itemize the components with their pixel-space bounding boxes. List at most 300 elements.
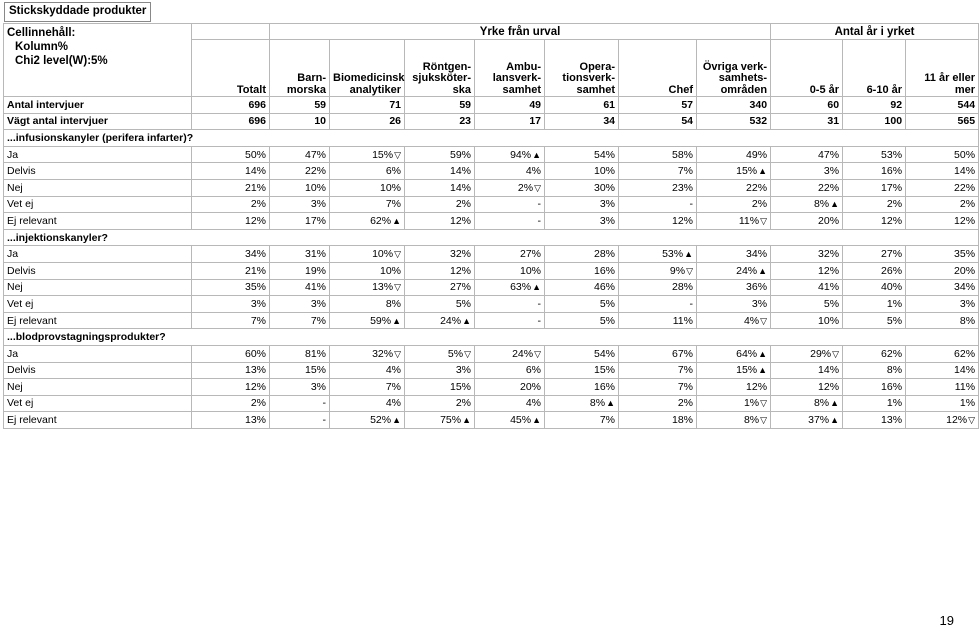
count-cell: 23: [405, 113, 475, 130]
count-cell: 59: [270, 97, 330, 114]
table-row: [4, 97, 979, 114]
value-cell: [475, 362, 545, 379]
value-cell: [545, 395, 619, 412]
significance-down-icon: ▽: [968, 415, 976, 426]
cell-value: 94%: [510, 148, 532, 161]
cell-value: 9%: [669, 264, 686, 277]
value-cell: [330, 179, 405, 196]
count-cell: 532: [697, 113, 771, 130]
cell-value: 12%: [244, 214, 266, 227]
value-cell: [475, 412, 545, 429]
significance-up-icon: ▲: [758, 365, 768, 376]
significance-up-icon: ▲: [758, 166, 768, 177]
significance-up-icon: ▲: [758, 348, 768, 359]
cell-value: 32%: [449, 248, 471, 261]
value-cell: [697, 213, 771, 230]
value-cell: [192, 163, 270, 180]
value-cell: [843, 262, 906, 279]
cell-value: 3%: [751, 297, 768, 310]
cell-value: 62%: [954, 347, 976, 360]
value-cell: [545, 196, 619, 213]
cell-value: 3%: [250, 297, 266, 310]
value-cell: [697, 379, 771, 396]
cell-value: 23%: [671, 181, 693, 194]
value-cell: [906, 246, 979, 263]
cell-value: 62%: [370, 214, 392, 227]
cell-value: 4%: [525, 397, 541, 410]
significance-up-icon: ▲: [830, 415, 840, 426]
value-cell: [619, 379, 697, 396]
cell-value: 29%: [810, 347, 832, 360]
cell-value: 46%: [593, 281, 615, 294]
corner-line-1: Cellinnehåll:: [7, 27, 76, 39]
value-cell: [619, 412, 697, 429]
row-label: Vägt antal intervjuer: [4, 113, 192, 130]
column-header: 6-10 år: [843, 40, 906, 97]
cell-value: -: [689, 198, 693, 211]
cell-value: 59%: [370, 314, 392, 327]
significance-up-icon: ▲: [606, 398, 615, 409]
cell-value: -: [322, 414, 326, 427]
value-cell: [475, 379, 545, 396]
value-cell: [405, 296, 475, 313]
value-cell: [619, 362, 697, 379]
value-cell: [192, 379, 270, 396]
value-cell: [475, 262, 545, 279]
value-cell: [270, 362, 330, 379]
significance-up-icon: ▲: [532, 282, 541, 293]
table-row: [4, 262, 979, 279]
cell-value: 5%: [886, 314, 903, 327]
value-cell: [697, 296, 771, 313]
value-cell: [192, 395, 270, 412]
value-cell: [906, 179, 979, 196]
cell-value: 5%: [599, 297, 615, 310]
table-row: [4, 345, 979, 362]
cell-value: 35%: [244, 281, 266, 294]
count-cell: 544: [906, 97, 979, 114]
cell-value: 1%: [886, 397, 903, 410]
value-cell: [697, 146, 771, 163]
value-cell: [906, 163, 979, 180]
value-cell: [697, 345, 771, 362]
value-cell: [545, 345, 619, 362]
cell-value: 2%: [517, 181, 534, 194]
value-cell: [405, 412, 475, 429]
cell-value: 16%: [881, 165, 903, 178]
value-cell: [843, 379, 906, 396]
cell-value: 12%: [881, 214, 903, 227]
cell-value: 27%: [519, 248, 541, 261]
value-cell: [697, 163, 771, 180]
cell-value: 7%: [677, 380, 693, 393]
significance-down-icon: ▽: [760, 415, 768, 426]
cell-value: 31%: [304, 248, 326, 261]
cell-value: 13%: [244, 414, 266, 427]
count-cell: 696: [192, 97, 270, 114]
cell-value: 6%: [385, 165, 401, 178]
cell-value: -: [322, 397, 326, 410]
value-cell: [475, 345, 545, 362]
cell-value: 4%: [743, 314, 760, 327]
corner-line-2: Kolumn%: [15, 41, 69, 53]
significance-down-icon: ▽: [394, 348, 401, 359]
value-cell: [619, 146, 697, 163]
column-header: Barn-morska: [270, 40, 330, 97]
cell-value: 10%: [379, 264, 401, 277]
value-cell: [697, 262, 771, 279]
cell-value: -: [689, 297, 693, 310]
value-cell: [619, 163, 697, 180]
significance-down-icon: ▽: [832, 348, 840, 359]
cell-value: 36%: [746, 281, 768, 294]
value-cell: [906, 412, 979, 429]
row-label: Ej relevant: [4, 412, 192, 429]
value-cell: [192, 179, 270, 196]
cell-value: 5%: [447, 347, 464, 360]
cell-value: 4%: [385, 397, 401, 410]
row-label: Delvis: [4, 362, 192, 379]
value-cell: [475, 196, 545, 213]
table-row: [4, 196, 979, 213]
value-cell: [270, 213, 330, 230]
cell-value: 14%: [244, 165, 266, 178]
cell-value: 10%: [593, 165, 615, 178]
significance-down-icon: ▽: [760, 315, 768, 326]
column-header: Röntgen-sjuksköter-ska: [405, 40, 475, 97]
value-cell: [270, 146, 330, 163]
cell-value: 47%: [818, 148, 840, 161]
cell-value: 12%: [954, 214, 976, 227]
row-label: Ej relevant: [4, 213, 192, 230]
cell-value: 8%: [813, 198, 830, 211]
significance-down-icon: ▽: [464, 348, 471, 359]
cell-value: 50%: [244, 148, 266, 161]
value-cell: [270, 312, 330, 329]
value-cell: [697, 196, 771, 213]
cell-value: 27%: [449, 281, 471, 294]
value-cell: [545, 312, 619, 329]
cell-value: 10%: [379, 181, 401, 194]
cell-value: 8%: [813, 397, 830, 410]
cell-value: 59%: [449, 148, 471, 161]
value-cell: [545, 362, 619, 379]
cell-value: 1%: [886, 297, 903, 310]
section-header-row: [4, 130, 979, 147]
column-header: Opera-tionsverk-samhet: [545, 40, 619, 97]
value-cell: [843, 246, 906, 263]
cell-value: 53%: [662, 248, 684, 261]
cell-value: 3%: [599, 214, 615, 227]
cell-value: 24%: [512, 347, 534, 360]
cell-value: 12%: [244, 380, 266, 393]
section-header-row: [4, 229, 979, 246]
cell-value: 10%: [818, 314, 840, 327]
row-label: Ja: [4, 246, 192, 263]
value-cell: [771, 312, 843, 329]
cell-value: 12%: [449, 214, 471, 227]
cell-value: 7%: [385, 380, 401, 393]
value-cell: [330, 279, 405, 296]
value-cell: [270, 262, 330, 279]
cell-value: 64%: [736, 347, 758, 360]
cell-value: 12%: [449, 264, 471, 277]
value-cell: [906, 345, 979, 362]
cell-value: 3%: [310, 198, 326, 211]
value-cell: [545, 213, 619, 230]
table-row: [4, 146, 979, 163]
cell-value: 3%: [823, 165, 840, 178]
value-cell: [771, 379, 843, 396]
significance-up-icon: ▲: [392, 315, 401, 326]
value-cell: [906, 395, 979, 412]
cell-value: 21%: [244, 264, 266, 277]
value-cell: [771, 296, 843, 313]
row-label: Ej relevant: [4, 312, 192, 329]
count-cell: 71: [330, 97, 405, 114]
significance-up-icon: ▲: [684, 249, 693, 260]
significance-down-icon: ▽: [760, 398, 768, 409]
value-cell: [697, 179, 771, 196]
cell-value: 21%: [244, 181, 266, 194]
value-cell: [545, 146, 619, 163]
value-cell: [545, 246, 619, 263]
value-cell: [771, 262, 843, 279]
row-label: Delvis: [4, 262, 192, 279]
cell-value: 34%: [954, 281, 976, 294]
value-cell: [619, 213, 697, 230]
significance-down-icon: ▽: [534, 182, 541, 193]
cell-value: 11%: [672, 314, 693, 327]
cell-value: 11%: [954, 380, 976, 393]
value-cell: [843, 312, 906, 329]
value-cell: [619, 395, 697, 412]
cell-value: 30%: [593, 181, 615, 194]
cell-value: 8%: [959, 314, 976, 327]
cell-value: 12%: [946, 414, 968, 427]
cell-value: 16%: [593, 380, 615, 393]
value-cell: [545, 379, 619, 396]
table-row: [4, 246, 979, 263]
cell-value: 75%: [440, 414, 462, 427]
value-cell: [771, 146, 843, 163]
value-cell: [697, 246, 771, 263]
cell-value: 8%: [886, 364, 903, 377]
cell-value: 10%: [304, 181, 326, 194]
count-cell: 696: [192, 113, 270, 130]
cell-value: 7%: [310, 314, 326, 327]
value-cell: [270, 163, 330, 180]
significance-up-icon: ▲: [830, 398, 840, 409]
cell-value: 7%: [599, 414, 615, 427]
count-cell: 565: [906, 113, 979, 130]
cell-value: 41%: [304, 281, 326, 294]
significance-up-icon: ▲: [392, 215, 401, 226]
value-cell: [475, 146, 545, 163]
cell-value: -: [537, 214, 541, 227]
value-cell: [330, 163, 405, 180]
significance-up-icon: ▲: [532, 415, 541, 426]
cell-value: 1%: [959, 397, 976, 410]
column-header: Ambu-lansverk-samhet: [475, 40, 545, 97]
cell-value: 41%: [818, 281, 840, 294]
cell-value: 17%: [304, 214, 326, 227]
count-cell: 49: [475, 97, 545, 114]
cell-value: 10%: [372, 248, 394, 261]
value-cell: [771, 196, 843, 213]
cell-value: 60%: [244, 347, 266, 360]
value-cell: [475, 246, 545, 263]
value-cell: [697, 312, 771, 329]
value-cell: [330, 246, 405, 263]
cell-value: 63%: [510, 281, 532, 294]
cell-value: 14%: [449, 181, 471, 194]
cell-contents-note: [4, 24, 192, 97]
cell-value: -: [537, 198, 541, 211]
value-cell: [270, 345, 330, 362]
value-cell: [843, 395, 906, 412]
count-cell: 59: [405, 97, 475, 114]
table-row: [4, 395, 979, 412]
cell-value: 18%: [671, 414, 693, 427]
significance-down-icon: ▽: [394, 249, 401, 260]
count-cell: 34: [545, 113, 619, 130]
value-cell: [697, 412, 771, 429]
value-cell: [475, 213, 545, 230]
value-cell: [192, 246, 270, 263]
value-cell: [843, 179, 906, 196]
value-cell: [771, 362, 843, 379]
section-title: ...infusionskanyler (perifera infarter)?: [4, 130, 979, 147]
cell-value: 15%: [593, 364, 615, 377]
value-cell: [405, 362, 475, 379]
value-cell: [405, 395, 475, 412]
value-cell: [330, 262, 405, 279]
value-cell: [270, 395, 330, 412]
row-label: Vet ej: [4, 196, 192, 213]
section-title: ...injektionskanyler?: [4, 229, 979, 246]
cell-value: 4%: [385, 364, 401, 377]
value-cell: [906, 279, 979, 296]
value-cell: [771, 213, 843, 230]
cell-value: 8%: [743, 414, 760, 427]
cell-value: 50%: [954, 148, 976, 161]
table-row: [4, 412, 979, 429]
cell-value: 49%: [746, 148, 768, 161]
value-cell: [330, 213, 405, 230]
cell-value: 54%: [593, 347, 615, 360]
column-header: Övriga verk-samhets-områden: [697, 40, 771, 97]
cell-value: 15%: [449, 380, 471, 393]
cell-value: 20%: [818, 214, 840, 227]
value-cell: [192, 213, 270, 230]
table-row: [4, 179, 979, 196]
value-cell: [545, 279, 619, 296]
cell-value: 2%: [250, 397, 266, 410]
column-header: 0-5 år: [771, 40, 843, 97]
section-header-row: [4, 329, 979, 346]
cell-value: 1%: [743, 397, 760, 410]
value-cell: [906, 146, 979, 163]
value-cell: [475, 296, 545, 313]
cell-value: 34%: [746, 248, 768, 261]
cell-value: 10%: [519, 264, 541, 277]
cell-value: 14%: [818, 364, 840, 377]
cell-value: 27%: [881, 248, 903, 261]
value-cell: [545, 296, 619, 313]
cell-value: 81%: [304, 347, 326, 360]
cell-value: -: [537, 297, 541, 310]
value-cell: [192, 279, 270, 296]
table-row: [4, 296, 979, 313]
group-header-yrke: Yrke från urval: [270, 24, 771, 40]
value-cell: [405, 345, 475, 362]
significance-up-icon: ▲: [758, 265, 768, 276]
value-cell: [771, 179, 843, 196]
value-cell: [843, 196, 906, 213]
cell-value: 3%: [310, 380, 326, 393]
cell-value: 16%: [881, 380, 903, 393]
value-cell: [192, 146, 270, 163]
count-cell: 100: [843, 113, 906, 130]
value-cell: [475, 279, 545, 296]
count-cell: 92: [843, 97, 906, 114]
value-cell: [405, 179, 475, 196]
cell-value: 28%: [593, 248, 615, 261]
value-cell: [771, 395, 843, 412]
cell-value: 2%: [455, 397, 471, 410]
value-cell: [475, 179, 545, 196]
value-cell: [330, 345, 405, 362]
value-cell: [270, 412, 330, 429]
value-cell: [330, 362, 405, 379]
cell-value: 26%: [881, 264, 903, 277]
cell-value: 2%: [677, 397, 693, 410]
table-row: [4, 163, 979, 180]
value-cell: [192, 345, 270, 362]
cell-value: 15%: [372, 148, 394, 161]
cell-value: 2%: [959, 198, 976, 211]
cell-value: 34%: [244, 248, 266, 261]
value-cell: [475, 312, 545, 329]
count-cell: 61: [545, 97, 619, 114]
cell-value: 3%: [455, 364, 471, 377]
cell-value: 14%: [449, 165, 471, 178]
value-cell: [192, 312, 270, 329]
value-cell: [619, 312, 697, 329]
table-row: [4, 113, 979, 130]
cell-value: 32%: [372, 347, 394, 360]
cell-value: 13%: [881, 414, 903, 427]
cell-value: 20%: [954, 264, 976, 277]
value-cell: [405, 379, 475, 396]
cell-value: 5%: [823, 297, 840, 310]
cell-value: 3%: [310, 297, 326, 310]
value-cell: [270, 379, 330, 396]
cell-value: 12%: [818, 380, 840, 393]
cell-value: 24%: [736, 264, 758, 277]
cell-value: -: [537, 314, 541, 327]
value-cell: [192, 196, 270, 213]
value-cell: [405, 312, 475, 329]
cell-value: 2%: [455, 198, 471, 211]
significance-up-icon: ▲: [462, 415, 471, 426]
value-cell: [330, 395, 405, 412]
value-cell: [192, 362, 270, 379]
cell-value: 40%: [881, 281, 903, 294]
page-title: Stickskyddade produkter: [4, 2, 151, 22]
cell-value: 5%: [455, 297, 471, 310]
